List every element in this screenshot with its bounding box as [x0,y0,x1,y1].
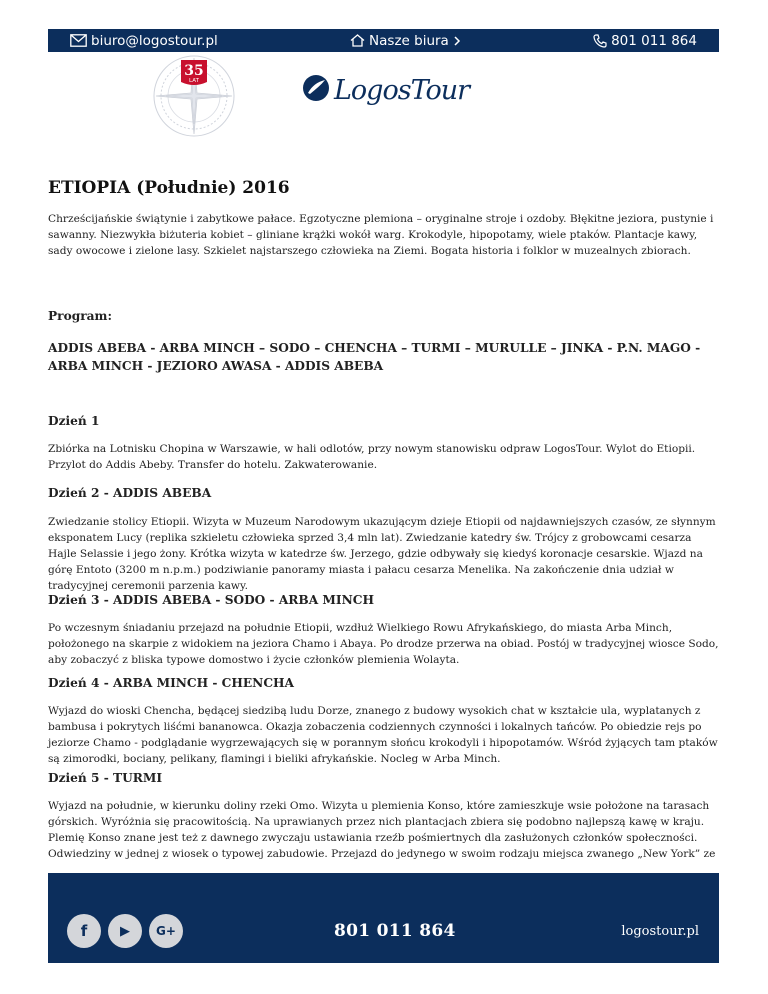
offices-link[interactable] [350,33,461,49]
day-1-text: Zbiórka na Lotnisku Chopina w Warszawie, w hali odlotów, przy nowym stanowisku odpraw LogosTour. Wylot do Etiopii. Przylot do Addis Abeby. Transfer do hotelu. Zakwaterowanie. [48,443,696,471]
program-label: Program: [48,309,112,323]
day-5-title: Dzień 5 - TURMI [48,771,163,785]
email-link[interactable] [70,33,218,49]
logo-feather-icon [302,74,330,106]
chevron-right-icon [453,36,461,46]
envelope-icon [70,34,87,47]
brand-logo[interactable] [302,74,469,106]
day-4-title: Dzień 4 - ARBA MINCH - CHENCHA [48,676,294,690]
day-2-title: Dzień 2 - ADDIS ABEBA [48,486,212,500]
phone-link[interactable] [593,33,697,49]
contact-bar [48,29,719,52]
day-2-text: Zwiedzanie stolicy Etiopii. Wizyta w Muzeum Narodowym ukazującym dzieje Etiopii od najdawniejszych czasów, ze słynnym eksponatem Lucy (replika szkieletu człowieka sprzed 3,4 mln lat). Zwiedzanie katedry św. Trójcy z grobowcami cesarza Hajle Selassie i jego żony. Krótka wizyta w katedrze św. Jerzego, gdzie odbywały się kiedyś koronacje cesarskie. Wjazd na górę Entoto (3200 m n.p.m.) podziwianie panoramy miasta i pałacu cesarza Menelika. Na zakończenie dnia udział w tradycyjnej ceremonii parzenia kawy. [48,516,716,592]
footer-website[interactable]: logostour.pl [621,924,699,939]
day-4-text: Wyjazd do wioski Chencha, będącej siedzibą ludu Dorze, znanego z budowy wysokich chat w kształcie ula, wyplatanych z bambusa i pokrytych liśćmi bananowca. Okazja zobaczenia codziennych czynności i lokalnych tańców. Po obiedzie rejs po jeziorze Chamo - podglądanie wygrzewających się w porannym słońcu krokodyli i hipopotamów. Wśród żyjących tam ptaków są zimorodki, bociany, pelikany, flamingi i bieliki afrykańskie. Nocleg w Arba Minch. [48,705,718,765]
offices-text: Nasze biura [369,32,449,49]
facebook-icon[interactable]: f [67,914,101,948]
footer-phone[interactable]: 801 011 864 [334,921,456,941]
brand-name: LogosTour [334,74,470,106]
footer [48,873,719,963]
program-route: ADDIS ABEBA - ARBA MINCH – SODO – CHENCHA – TURMI – MURULLE – JINKA - P.N. MAGO - ARBA MINCH - JEZIORO AWASA - ADDIS ABEBA [48,341,701,373]
phone-text: 801 011 864 [611,32,697,49]
home-icon [350,34,365,47]
day-1-title: Dzień 1 [48,414,100,428]
google-plus-icon[interactable]: G+ [149,914,183,948]
day-5-text: Wyjazd na południe, w kierunku doliny rzeki Omo. Wizyta u plemienia Konso, które zamieszkuje wsie położone na tarasach górskich. Wyróżnia się pracowitością. Na uprawianych przez nich plantacjach zbiera się podobno najlepszą kawę w kraju. Plemię Konso znane jest też z dawnego zwyczaju ustawiania rzeźb pośmiertnych dla zasłużonych członków społeczności. Odwiedziny w jednej z wiosek o typowej zabudowie. Przejazd do jedynego w swoim rodzaju miejsca zwanego „New York” ze [48,800,716,860]
seal-label: LAT [189,78,199,84]
seal-number: 35 [184,63,204,79]
day-3-title: Dzień 3 - ADDIS ABEBA - SODO - ARBA MINCH [48,593,374,607]
phone-icon [593,34,607,48]
social-links [67,914,183,948]
day-3-text: Po wczesnym śniadaniu przejazd na południe Etiopii, wzdłuż Wielkiego Rowu Afrykańskiego, do miasta Arba Minch, położonego na skarpie z widokiem na jeziora Chamo i Abaya. Po drodze przerwa na obiad. Postój w tradycyjnej wiosce Sodo, aby zobaczyć z bliska typowe domostwo i życie członków plemienia Wolayta. [48,622,719,666]
anniversary-seal [152,54,236,138]
youtube-icon[interactable]: ▶ [108,914,142,948]
page-title: ETIOPIA (Południe) 2016 [48,178,290,198]
intro-text: Chrześcijańskie świątynie i zabytkowe pałace. Egzotyczne plemiona – oryginalne stroje i ozdoby. Błękitne jeziora, pustynie i sawanny. Niezwykła biżuteria kobiet – gliniane krążki wokół warg. Krokodyle, hipopotamy, wiele ptaków. Plantacje kawy, sady owocowe i zielone lasy. Szkielet najstarszego człowieka na Ziemi. Bogata historia i folklor w muzealnych zbiorach. [48,213,714,257]
email-text: biuro@logostour.pl [91,32,218,49]
